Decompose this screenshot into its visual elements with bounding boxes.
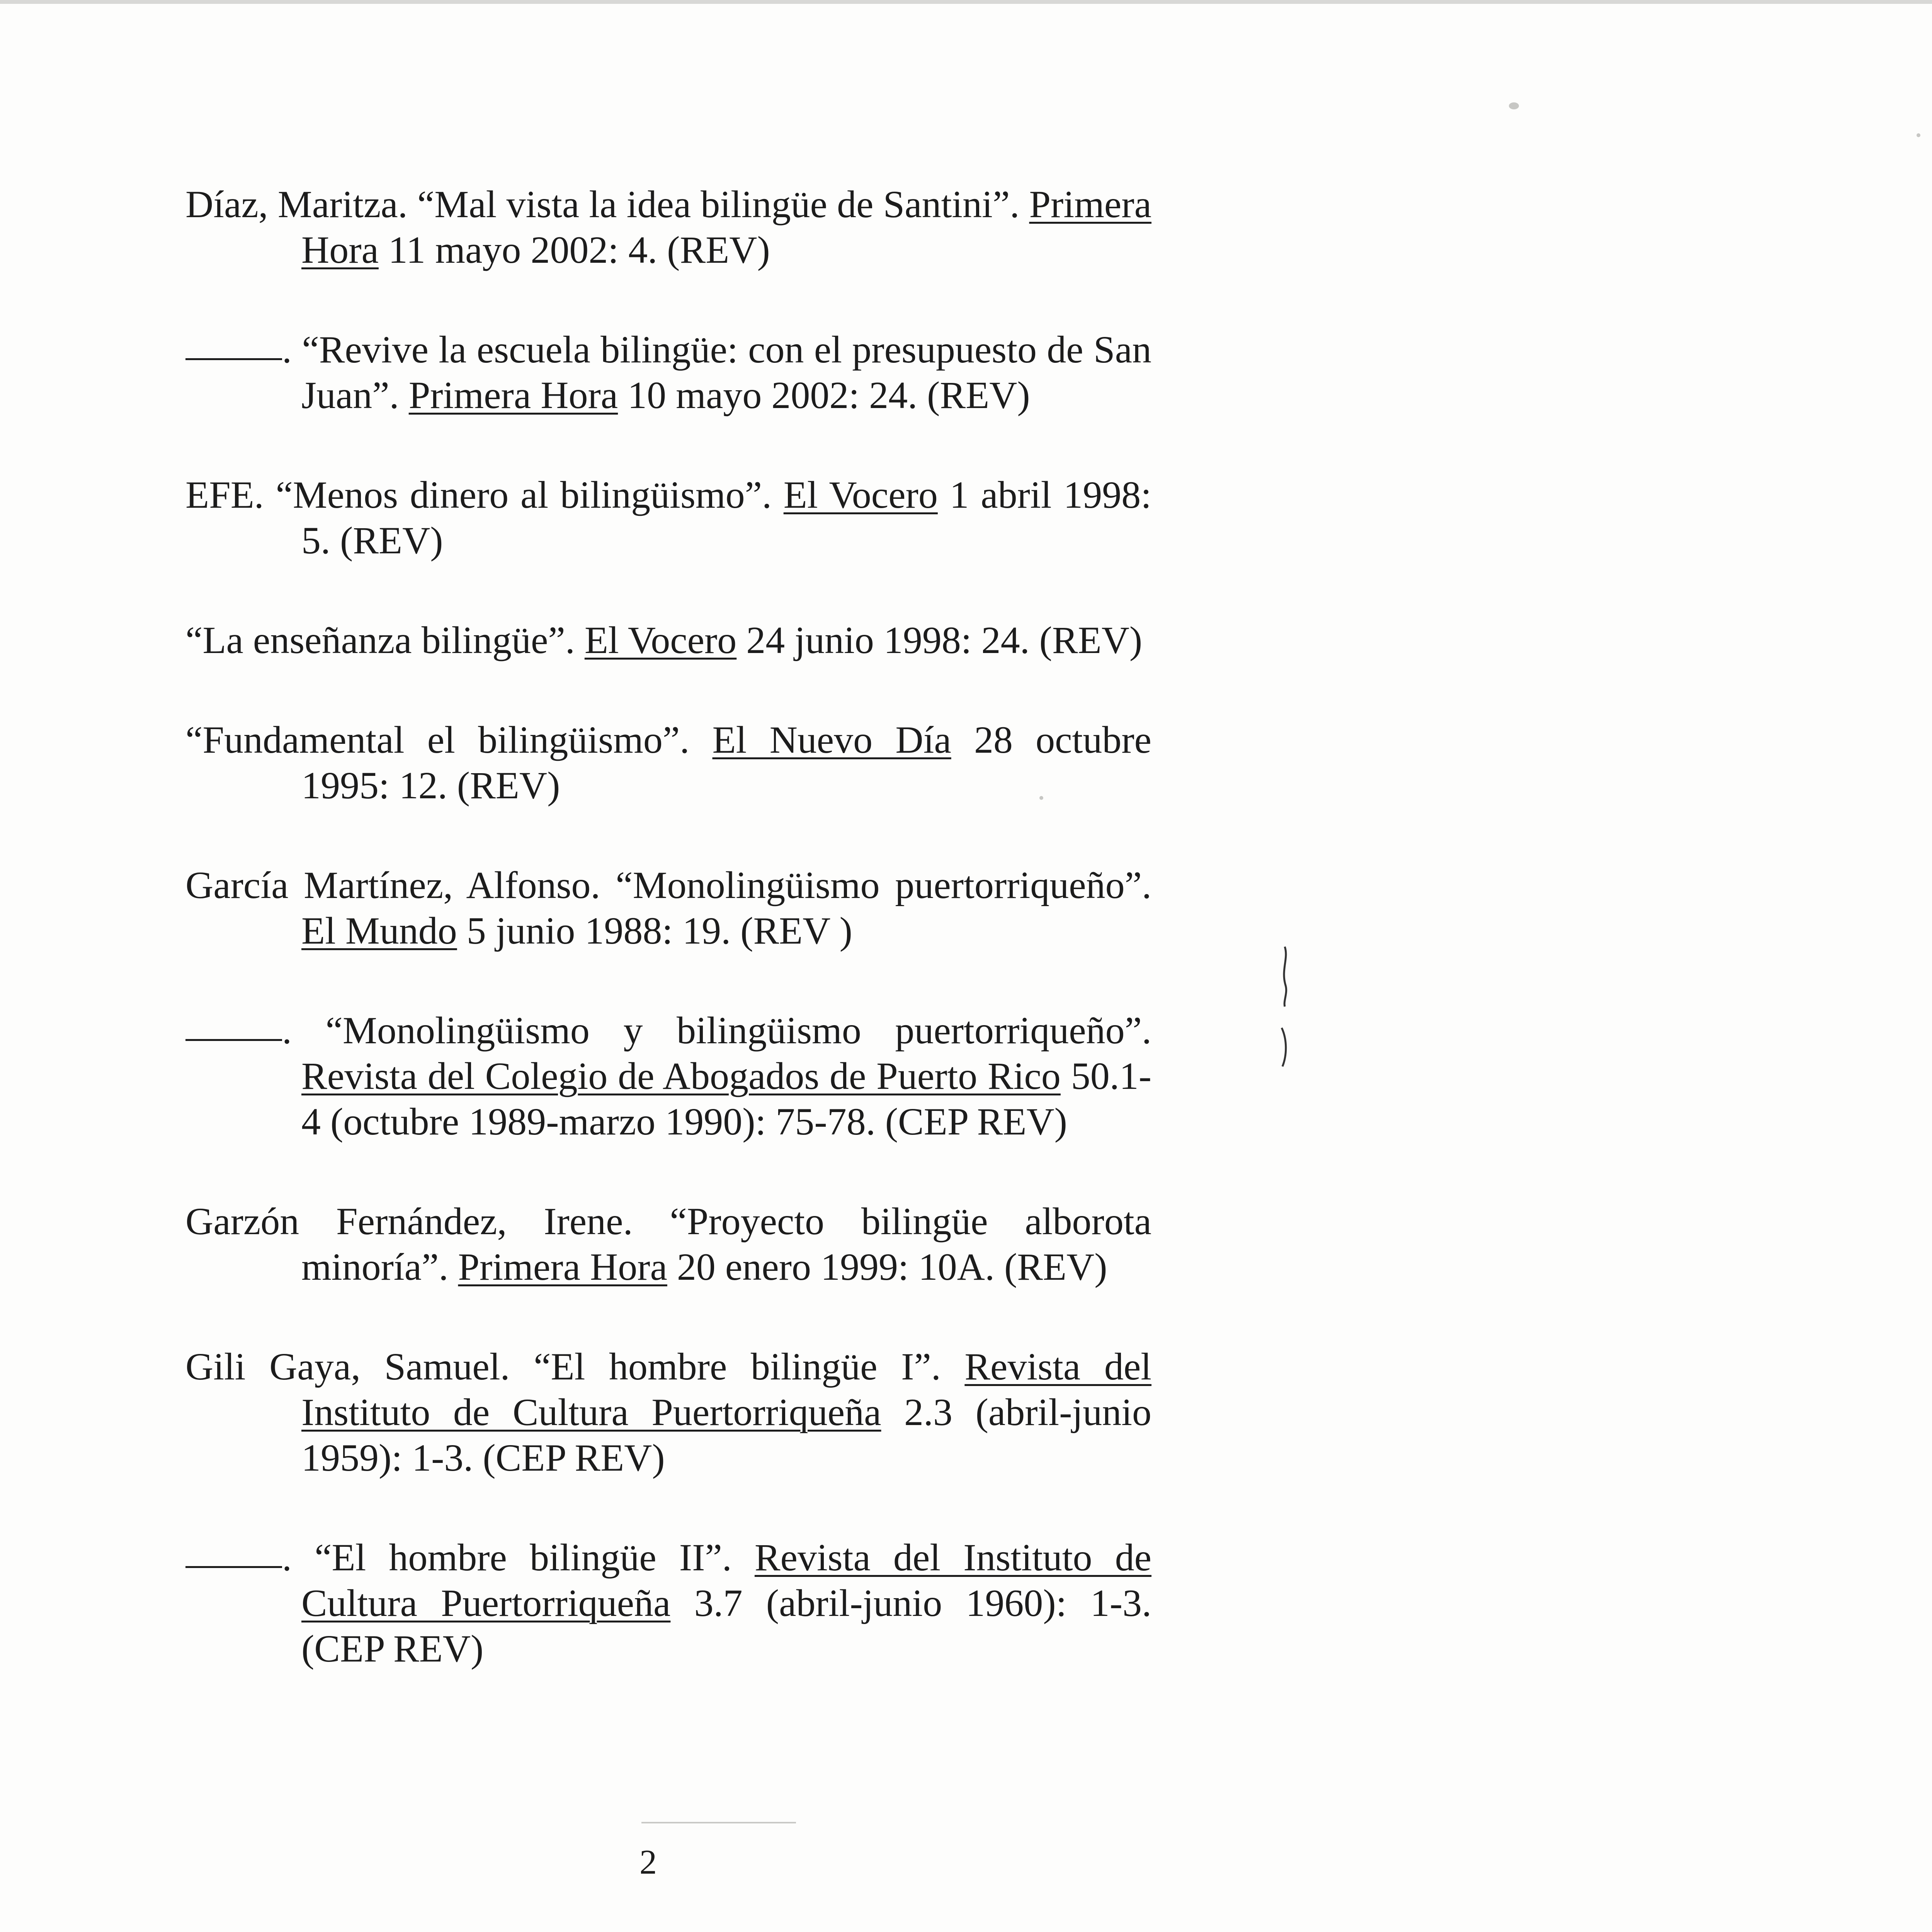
bibliography-entry xyxy=(185,472,1151,563)
entry-details: 28 octubre 1995: 12. (REV) xyxy=(301,718,1152,807)
entry-source: Revista del Instituto de Cultura Puertorriqueña xyxy=(301,1536,1152,1624)
bibliography-entry xyxy=(185,617,1151,663)
gutter-pen-mark xyxy=(1273,943,1296,1070)
entry-title: “Proyecto bilingüe alborota minoría”. xyxy=(301,1200,1151,1288)
repeat-author-dash xyxy=(185,1566,282,1568)
entry-title: “Mal vista la idea bilingüe de Santini”. xyxy=(417,183,1020,226)
entry-details: 50.1-4 (octubre 1989-marzo 1990): 75-78. (CEP REV) xyxy=(301,1054,1151,1143)
repeat-author-dash xyxy=(185,358,282,360)
left-entry-list xyxy=(185,182,1151,1726)
scan-speck xyxy=(1509,102,1519,109)
entry-source: El Mundo xyxy=(301,909,457,952)
page-number-left: 2 xyxy=(639,1843,657,1881)
entry-title: . “El hombre bilingüe II”. xyxy=(282,1536,732,1579)
entry-author: Gili Gaya, Samuel. xyxy=(185,1345,510,1388)
entry-details: 24 junio 1998: 24. (REV) xyxy=(746,619,1143,662)
entry-source: Revista del Colegio de Abogados de Puerto Rico xyxy=(301,1054,1061,1097)
bibliography-entry xyxy=(185,1199,1151,1290)
bibliography-entry xyxy=(185,1535,1151,1672)
scan-speck xyxy=(1039,796,1043,800)
bibliography-entry xyxy=(185,182,1151,273)
entry-title: “Fundamental el bilingüismo”. xyxy=(185,718,690,761)
entry-details: 3.7 (abril-junio 1960): 1-3. (CEP REV) xyxy=(301,1582,1151,1670)
entry-title: “El hombre bilingüe I”. xyxy=(534,1345,941,1388)
entry-author: García Martínez, Alfonso. xyxy=(185,864,600,906)
right-page xyxy=(1293,0,1932,1932)
bibliography-entry xyxy=(185,862,1151,954)
entry-details: 10 mayo 2002: 24. (REV) xyxy=(628,374,1030,417)
scan-speck xyxy=(1917,133,1920,137)
entry-author: Garzón Fernández, Irene. xyxy=(185,1200,633,1243)
entry-source: Primera Hora xyxy=(458,1245,667,1288)
entry-title: “La enseñanza bilingüe”. xyxy=(185,619,575,662)
bibliography-entry xyxy=(185,327,1151,418)
entry-source: Primera Hora xyxy=(408,374,618,417)
bibliography-entry xyxy=(185,1344,1151,1481)
entry-details: 5 junio 1988: 19. (REV ) xyxy=(466,909,852,952)
entry-author: EFE. xyxy=(185,473,264,516)
entry-source: El Vocero xyxy=(783,473,938,516)
entry-source: Revista del Instituto de Cultura Puertorriqueña xyxy=(301,1345,1152,1434)
entry-details: 20 enero 1999: 10A. (REV) xyxy=(677,1245,1107,1288)
footer-rule xyxy=(641,1822,796,1823)
bibliography-entry xyxy=(185,717,1151,808)
entry-details: 2.3 (abril-junio 1959): 1-3. (CEP REV) xyxy=(301,1391,1151,1479)
repeat-author-dash xyxy=(185,1039,282,1041)
entry-title: . “Revive la escuela bilingüe: con el presupuesto de San Juan”. xyxy=(282,328,1151,417)
entry-details: 11 mayo 2002: 4. (REV) xyxy=(388,228,770,271)
entry-source: El Vocero xyxy=(584,619,737,662)
entry-details: 1 abril 1998: 5. (REV) xyxy=(301,473,1152,562)
entry-source: El Nuevo Día xyxy=(712,718,951,761)
entry-source: Primera Hora xyxy=(301,183,1151,271)
entry-title: “Monolingüismo puertorriqueño”. xyxy=(616,864,1151,906)
entry-author: Díaz, Maritza. xyxy=(185,183,408,226)
bibliography-entry xyxy=(185,1008,1151,1145)
entry-title: . “Monolingüismo y bilingüismo puertorriqueño”. xyxy=(282,1009,1151,1052)
entry-title: “Menos dinero al bilingüismo”. xyxy=(276,473,772,516)
